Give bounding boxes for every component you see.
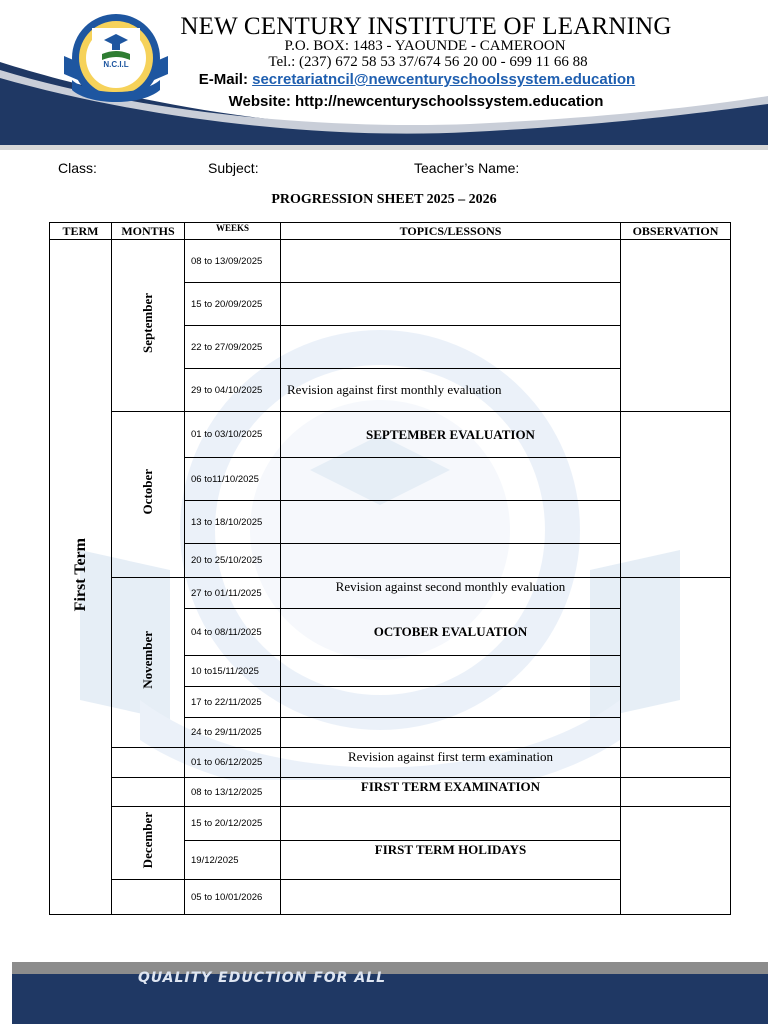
month-october: October [112, 412, 185, 578]
week-cell: 17 to 22/11/2025 [185, 687, 281, 718]
institution-name: NEW CENTURY INSTITUTE OF LEARNING [180, 13, 672, 40]
observation-cell[interactable] [621, 240, 731, 412]
table-row [50, 240, 731, 283]
header-observation: OBSERVATION [621, 223, 731, 240]
month-blank [112, 778, 185, 807]
header-weeks: WEEKS [185, 223, 281, 240]
topic-cell[interactable] [281, 807, 621, 841]
table-row [50, 778, 731, 807]
week-cell: 08 to 13/12/2025 [185, 778, 281, 807]
header-topics: TOPICS/LESSONS [281, 223, 621, 240]
week-cell: 29 to 04/10/2025 [185, 369, 281, 412]
week-cell: 15 to 20/12/2025 [185, 807, 281, 841]
month-blank [112, 880, 185, 915]
website-line [116, 93, 716, 110]
week-cell: 15 to 20/09/2025 [185, 283, 281, 326]
table-row [50, 807, 731, 841]
term-label: First Term [71, 537, 89, 612]
email-line [117, 71, 717, 88]
class-label: Class: [58, 160, 97, 176]
topic-cell[interactable] [281, 501, 621, 544]
month-blank [112, 748, 185, 778]
week-cell: 19/12/2025 [185, 841, 281, 880]
header-term: TERM [50, 223, 112, 240]
topic-cell[interactable] [281, 458, 621, 501]
week-cell: 06 to11/10/2025 [185, 458, 281, 501]
email-label: E-Mail: [198, 71, 248, 88]
topic-cell[interactable] [281, 283, 621, 326]
week-cell: 22 to 27/09/2025 [185, 326, 281, 369]
teacher-name-label: Teacher’s Name: [414, 160, 520, 176]
table-row [50, 578, 731, 609]
topic-cell[interactable]: OCTOBER EVALUATION [281, 609, 621, 656]
topic-cell[interactable]: Revision against second monthly evaluation [281, 578, 621, 609]
topic-cell[interactable]: FIRST TERM EXAMINATION [281, 778, 621, 807]
topic-cell[interactable]: Revision against first term examination [281, 748, 621, 778]
observation-cell[interactable] [621, 748, 731, 778]
month-november: November [112, 578, 185, 748]
table-row [50, 748, 731, 778]
week-cell: 24 to 29/11/2025 [185, 718, 281, 748]
topic-cell[interactable] [281, 544, 621, 578]
term-cell [50, 240, 112, 915]
email-link[interactable]: secretariatncil@newcenturyschoolssystem.education [252, 71, 636, 88]
telephone: Tel.: (237) 672 58 53 37/674 56 20 00 - 699 11 66 88 [268, 54, 588, 70]
topic-cell[interactable] [281, 326, 621, 369]
week-cell: 08 to 13/09/2025 [185, 240, 281, 283]
progression-table [49, 222, 731, 915]
table-header-row [50, 223, 731, 240]
week-cell: 01 to 06/12/2025 [185, 748, 281, 778]
observation-cell[interactable] [621, 578, 731, 748]
topic-cell[interactable] [281, 718, 621, 748]
topic-cell[interactable] [281, 687, 621, 718]
observation-cell[interactable] [621, 412, 731, 578]
week-cell: 10 to15/11/2025 [185, 656, 281, 687]
week-cell: 27 to 01/11/2025 [185, 578, 281, 609]
logo-initials: N.C.I.L [103, 60, 129, 69]
header-months: MONTHS [112, 223, 185, 240]
week-cell: 20 to 25/10/2025 [185, 544, 281, 578]
week-cell: 13 to 18/10/2025 [185, 501, 281, 544]
week-cell: 05 to 10/01/2026 [185, 880, 281, 915]
footer-slogan: QUALITY EDUCTION FOR ALL [137, 970, 387, 986]
month-december: December [112, 807, 185, 880]
topic-cell[interactable]: FIRST TERM HOLIDAYS [281, 841, 621, 880]
month-september: September [112, 240, 185, 412]
topic-cell[interactable] [281, 240, 621, 283]
topic-cell[interactable]: Revision against first monthly evaluation [281, 369, 621, 412]
website-label: Website: [228, 93, 291, 110]
week-cell: 04 to 08/11/2025 [185, 609, 281, 656]
subject-label: Subject: [208, 160, 259, 176]
po-box: P.O. BOX: 1483 - YAOUNDE - CAMEROON [284, 38, 566, 54]
week-cell: 01 to 03/10/2025 [185, 412, 281, 458]
observation-cell[interactable] [621, 778, 731, 807]
topic-cell[interactable] [281, 880, 621, 915]
letterhead [0, 0, 768, 150]
website-url: http://newcenturyschoolssystem.education [295, 93, 604, 110]
table-row [50, 412, 731, 458]
topic-cell[interactable] [281, 656, 621, 687]
sheet-title: PROGRESSION SHEET 2025 – 2026 [271, 192, 497, 207]
topic-cell[interactable]: SEPTEMBER EVALUATION [281, 412, 621, 458]
observation-cell[interactable] [621, 807, 731, 915]
